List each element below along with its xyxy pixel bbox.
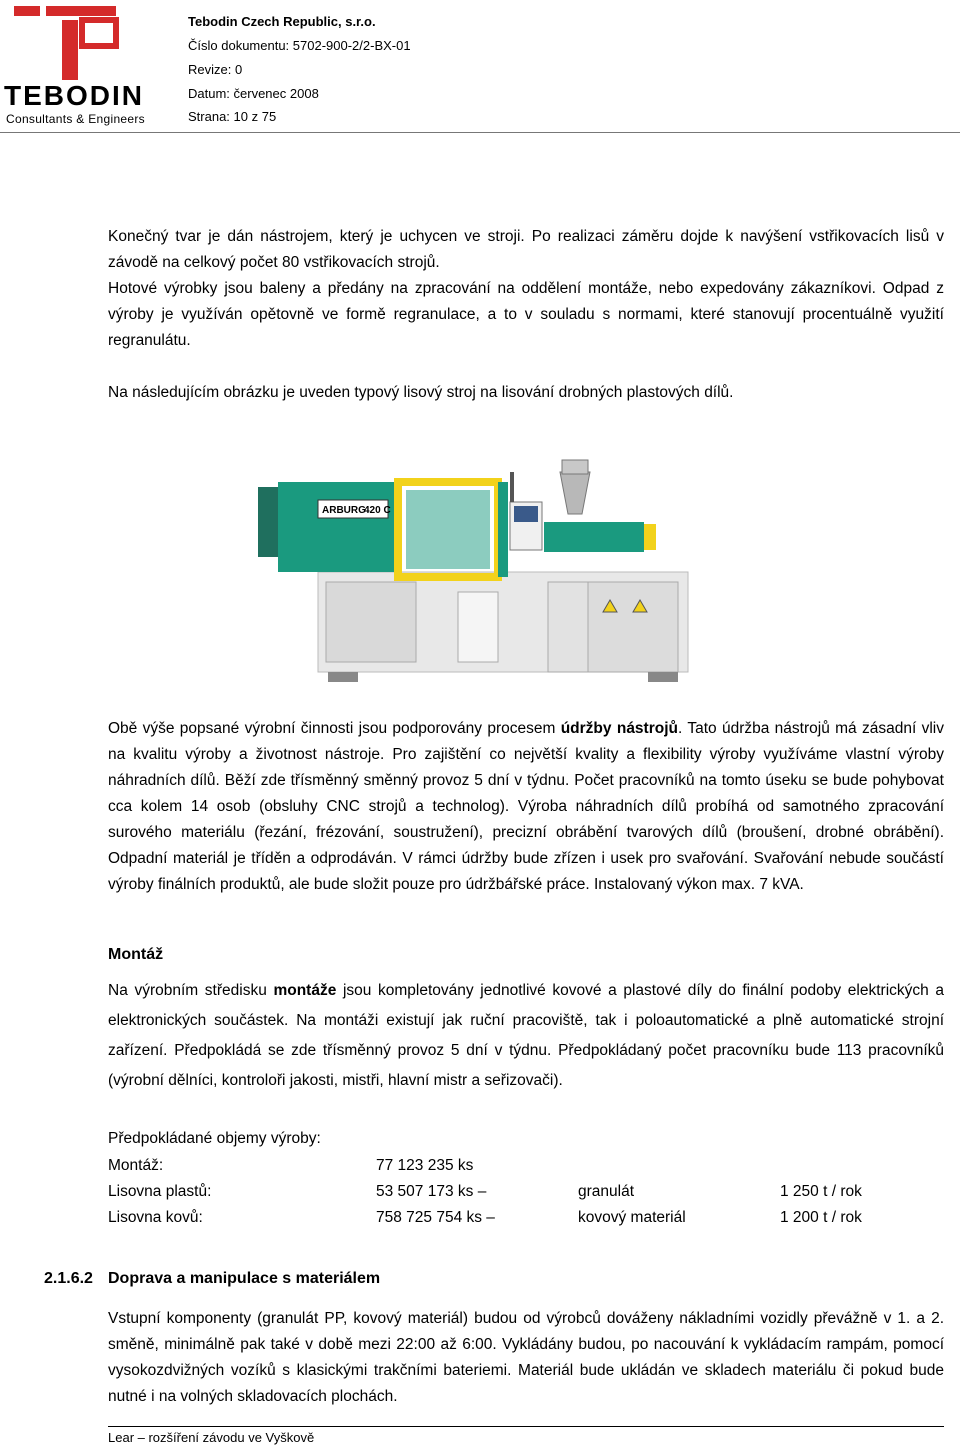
volumes-row bbox=[108, 1183, 948, 1209]
volume-label: Lisovna kovů: bbox=[108, 1209, 203, 1226]
revision: Revize: 0 bbox=[188, 62, 243, 77]
figure-intro: Na následujícím obrázku je uveden typový lisový stroj na lisování drobných plastových dílů. bbox=[108, 384, 734, 401]
montaz-text-1: Na výrobním středisku bbox=[108, 982, 274, 999]
footer-divider bbox=[108, 1426, 944, 1427]
header-divider bbox=[0, 132, 960, 133]
footer-text: Lear – rozšíření závodu ve Vyškově bbox=[108, 1430, 315, 1445]
volume-tons: 1 200 t / rok bbox=[780, 1209, 862, 1226]
volume-tons: 1 250 t / rok bbox=[780, 1183, 862, 1200]
page-number: Strana: 10 z 75 bbox=[188, 109, 277, 124]
volume-pieces: 77 123 235 ks bbox=[376, 1157, 474, 1174]
maintenance-text-1: Obě výše popsané výrobní činnosti jsou podporovány procesem bbox=[108, 720, 561, 737]
montaz-heading: Montáž bbox=[108, 946, 164, 963]
maintenance-emphasis: údržby nástrojů bbox=[560, 720, 678, 737]
volume-label: Lisovna plastů: bbox=[108, 1183, 212, 1200]
injection-molding-machine-image bbox=[248, 432, 698, 702]
montaz-text-2: jsou kompletovány jednotlivé kovové a plastové díly do finální podoby elektrických a elektronických součástek. Na montáži existují jak ruční pracoviště, tak i poloautomatické a plně automatické strojní zařízení. Předpokládá se zde třísměnný provoz 5 dní v týdnu. Předpokládaný počet pracovníku bude 113 pracovníků (výrobní dělníci, kontroloři jakosti, mistři, hlavní mistr a seřizovači). bbox=[108, 982, 944, 1089]
machine-brand-label: ARBURG bbox=[322, 505, 366, 516]
intro-sentence-2: Hotové výrobky jsou baleny a předány na zpracování na oddělení montáže, nebo expedovány zákazníkovi. Odpad z výroby je využíván opětovně ve formě regranulace, a to v souladu s normami, které stanovují procentuálně využití regranulátu. bbox=[108, 280, 944, 349]
volume-pieces: 758 725 754 ks – bbox=[376, 1209, 495, 1226]
maintenance-paragraph bbox=[108, 716, 944, 898]
logo-wordmark: TEBODIN bbox=[4, 80, 144, 111]
intro-paragraph bbox=[108, 224, 944, 354]
machine-model-label: 420 C bbox=[364, 505, 391, 516]
volume-material: granulát bbox=[578, 1183, 635, 1200]
company-name: Tebodin Czech Republic, s.r.o. bbox=[188, 14, 376, 29]
tebodin-t-icon bbox=[6, 6, 156, 86]
volumes-row bbox=[108, 1209, 948, 1235]
maintenance-text-2: . Tato údržba nástrojů má zásadní vliv na kvalitu výroby a životnost nástroje. Pro zajištění co největší kvality a flexibility výroby využíváme vlastní výroby náhradních dílů. Běží zde třísměnný směnný provoz 5 dní v týdnu. Počet pracovníků na tomto úseku se bude pohybovat cca kolem 14 osob (obsluhy CNC strojů a technolog). Výroba náhradních dílů probíhá od samotného zpracování surového materiálu (řezání, frézování, soustružení), precizní obrábění tvarových dílů (broušení, drobné obrábění). Odpadní materiál je tříděn a odprodáván. V rámci údržby bude zřízen i usek pro svařování. Svařování nebude součástí výroby finálních produktů, ale bude složit pouze pro údržbářské práce. Instalovaný výkon max. 7 kVA. bbox=[108, 720, 944, 893]
document-date: Datum: červenec 2008 bbox=[188, 86, 319, 101]
section-number: 2.1.6.2 bbox=[44, 1270, 93, 1287]
intro-sentence-1: Konečný tvar je dán nástrojem, který je uchycen ve stroji. Po realizaci záměru dojde k navýšení vstřikovacích lisů v závodě na celkový počet 80 vstřikovacích strojů. bbox=[108, 228, 944, 271]
volume-label: Montáž: bbox=[108, 1157, 164, 1174]
section-paragraph: Vstupní komponenty (granulát PP, kovový materiál) budou od výrobců dováženy nákladními vozidly převážně v 1. a 2. směně, minimálně pak také v době mezi 22:00 až 6:00. Vykládány budou, po nacouvání k vykládacím rampám, pomocí vysokozdvižných vozíků s klasickými trakčními bateriemi. Materiál bude ukládán ve skladech materiálu či pokud bude nutné i na volných skladovacích plochách. bbox=[108, 1310, 944, 1405]
volume-pieces: 53 507 173 ks – bbox=[376, 1183, 487, 1200]
volumes-title: Předpokládané objemy výroby: bbox=[108, 1130, 321, 1147]
logo-tagline: Consultants & Engineers bbox=[6, 112, 145, 126]
document-number: Číslo dokumentu: 5702-900-2/2-BX-01 bbox=[188, 38, 411, 53]
volume-material: kovový materiál bbox=[578, 1209, 686, 1226]
volumes-row bbox=[108, 1157, 948, 1183]
montaz-paragraph bbox=[108, 976, 944, 1096]
montaz-emphasis: montáže bbox=[273, 982, 337, 999]
section-title: Doprava a manipulace s materiálem bbox=[108, 1270, 381, 1287]
